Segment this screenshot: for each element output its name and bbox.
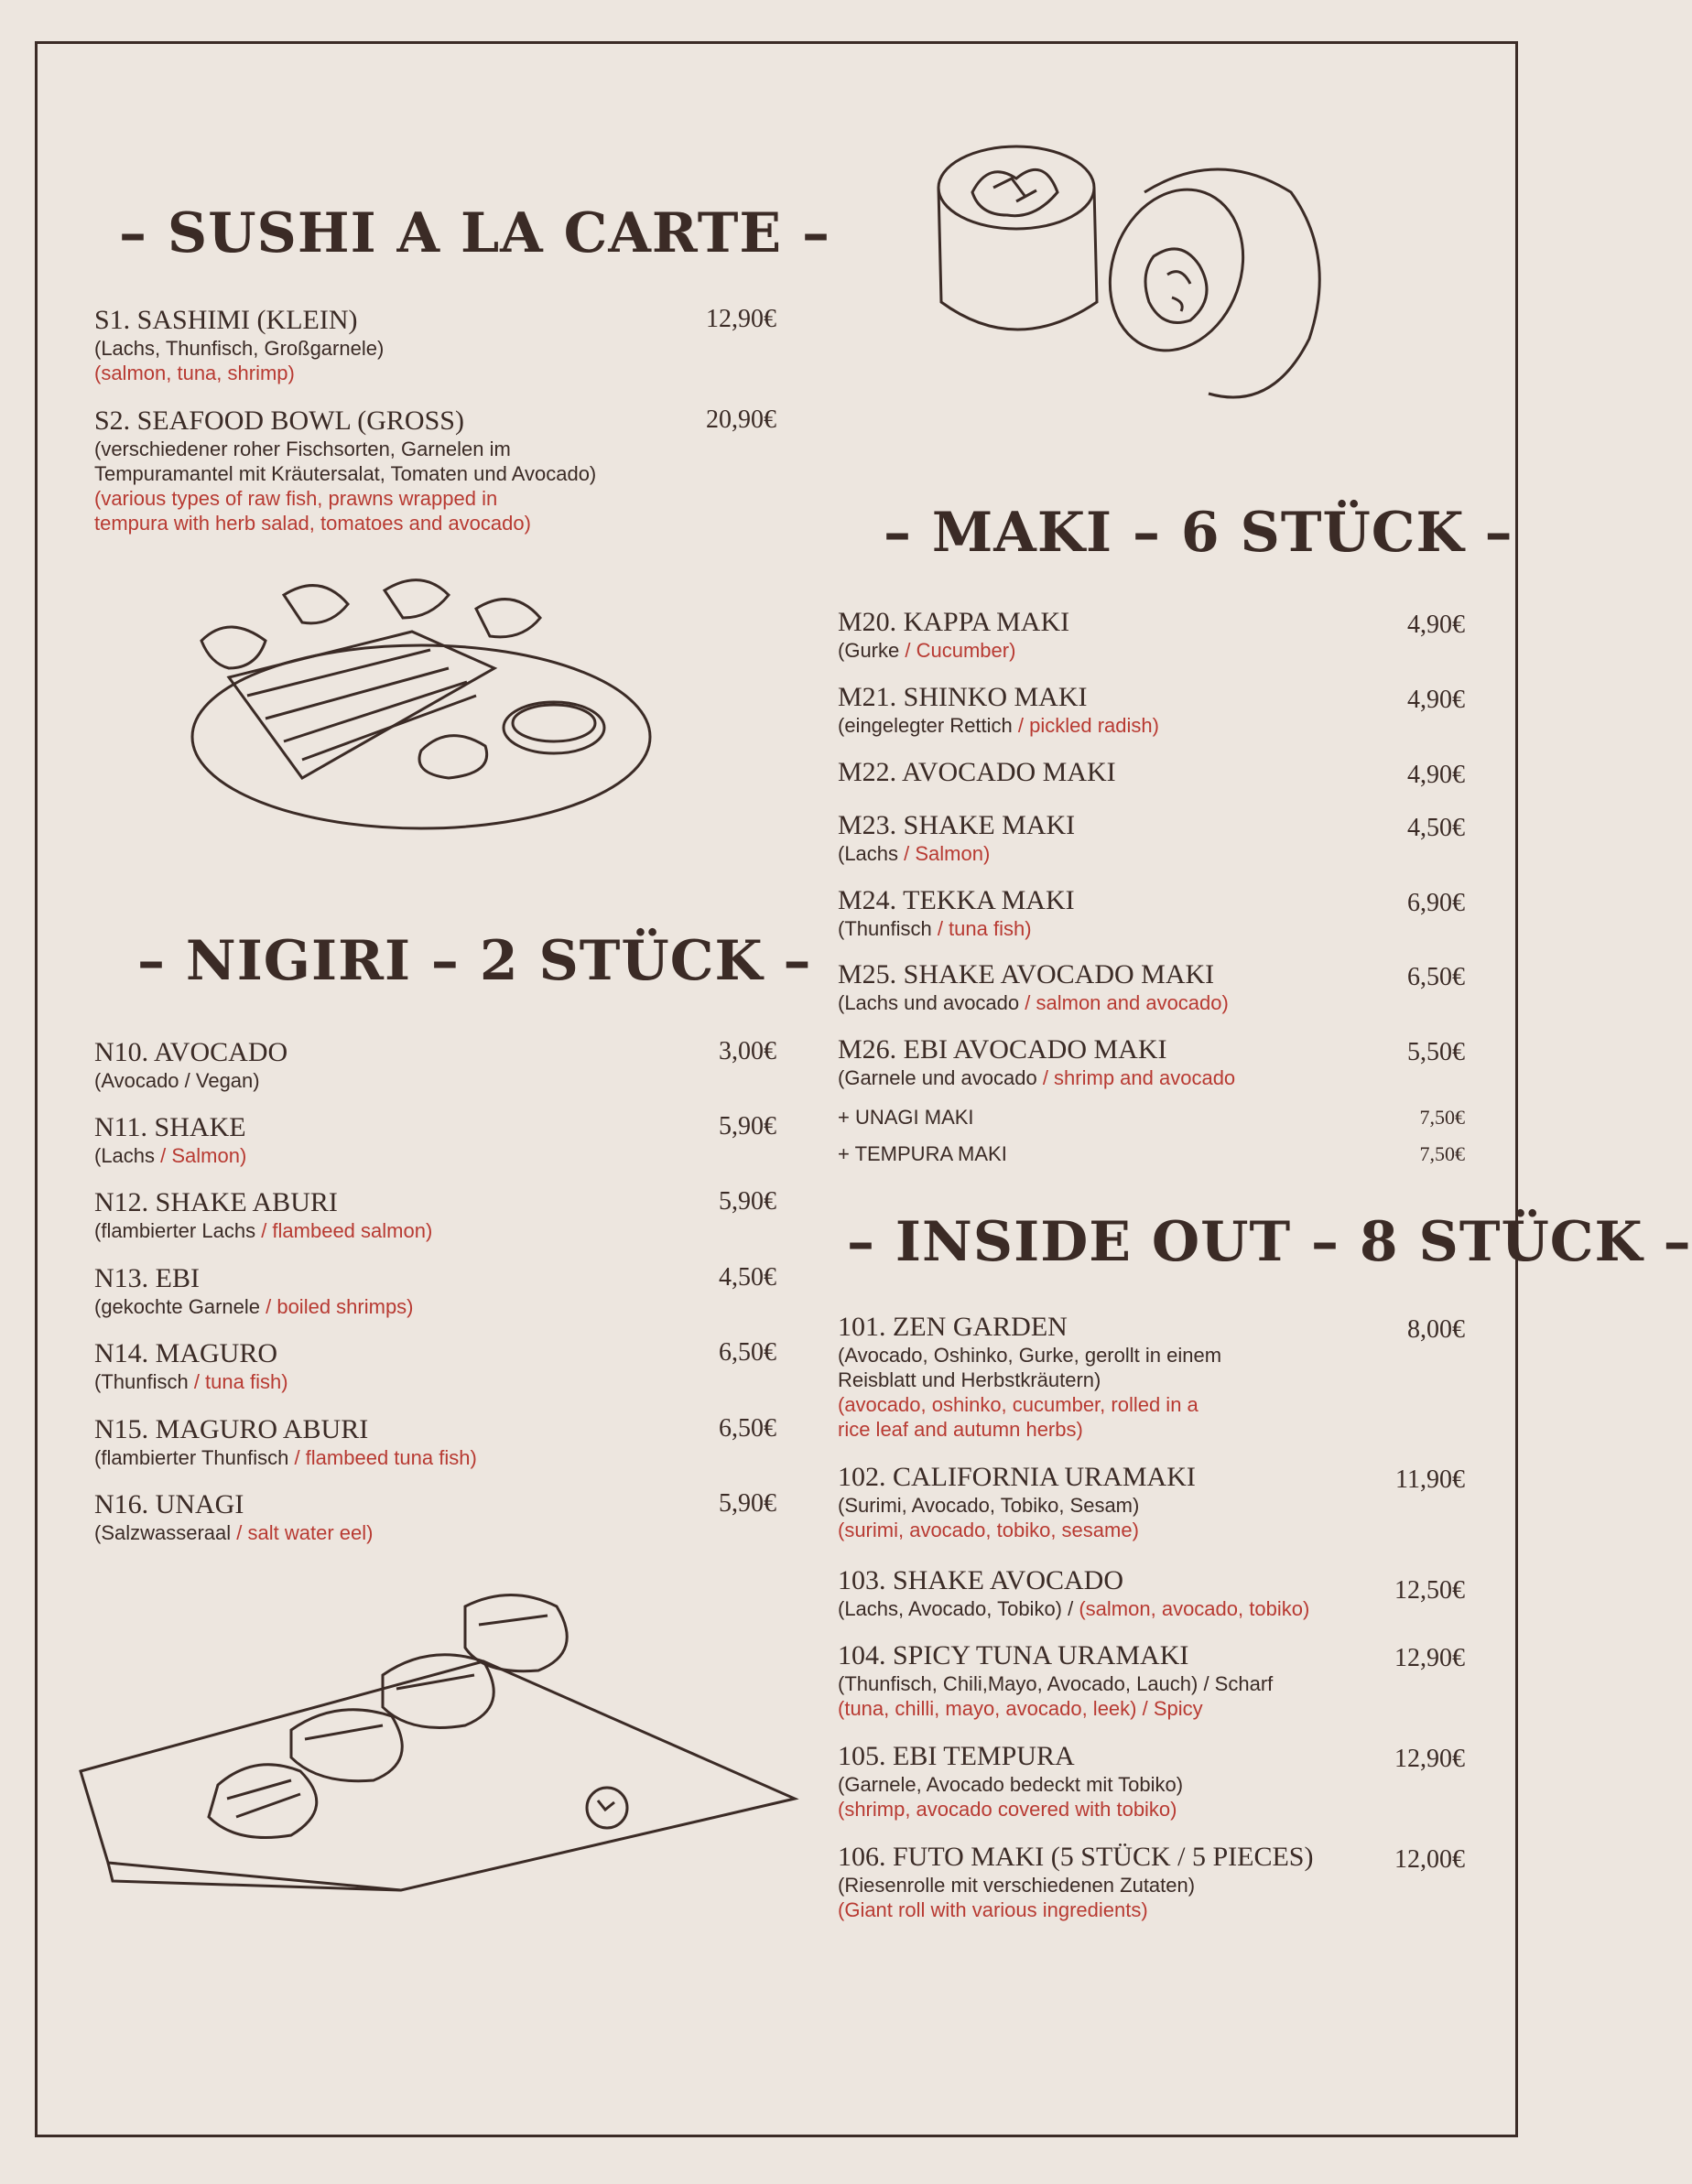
item-desc-de: (Riesenrolle mit verschiedenen Zutaten) [838, 1874, 1196, 1897]
item-title: M21. SHINKO MAKI [838, 682, 1088, 712]
item-desc [94, 1445, 776, 1470]
item-desc [838, 1873, 1465, 1897]
item-desc [94, 1294, 776, 1319]
item-desc [838, 841, 1465, 866]
item-desc [838, 1417, 1465, 1442]
item-desc-en: (salmon, avocado, tobiko) [1079, 1597, 1310, 1620]
item-desc-de: (Lachs, Thunfisch, Großgarnele) [94, 337, 385, 360]
item-title: + TEMPURA MAKI [838, 1142, 1007, 1165]
section-heading-maki: – MAKI – 6 STÜCK – [884, 501, 1513, 565]
maki-rolls-illustration [906, 137, 1437, 412]
menu-item-s1 [94, 305, 776, 385]
item-desc [94, 1143, 776, 1168]
item-desc-de: (Avocado, Oshinko, Gurke, gerollt in einem [838, 1344, 1222, 1367]
menu-item-n15 [94, 1414, 776, 1470]
item-desc [838, 1343, 1465, 1368]
item-price: 7,50€ [1419, 1142, 1465, 1165]
item-title: M20. KAPPA MAKI [838, 607, 1070, 637]
item-desc-en: / boiled shrimps) [266, 1295, 414, 1318]
item-title: 104. SPICY TUNA URAMAKI [838, 1640, 1189, 1670]
item-desc-de: (eingelegter Rettich [838, 714, 1018, 737]
item-price: 5,90€ [719, 1489, 776, 1518]
item-desc-en: / salmon and avocado) [1025, 991, 1229, 1014]
item-desc [838, 1596, 1465, 1621]
item-desc-en: / pickled radish) [1017, 714, 1159, 737]
menu-item-extra [838, 1141, 1465, 1168]
item-title: S1. SASHIMI (KLEIN) [94, 305, 358, 335]
item-desc-de: (Garnele und avocado [838, 1066, 1043, 1089]
item-desc-en: / Salmon) [904, 842, 991, 865]
item-price: 6,50€ [1407, 963, 1465, 991]
item-desc-de: (Garnele, Avocado bedeckt mit Tobiko) [838, 1773, 1184, 1796]
menu-item-101 [838, 1312, 1465, 1442]
item-title: S2. SEAFOOD BOWL (GROSS) [94, 405, 464, 436]
item-desc-de: (Thunfisch [838, 917, 938, 940]
item-title: N14. MAGURO [94, 1338, 278, 1368]
menu-item-105 [838, 1741, 1465, 1822]
item-desc-en: (surimi, avocado, tobiko, sesame) [838, 1519, 1139, 1541]
item-desc [838, 990, 1465, 1015]
menu-item-106 [838, 1842, 1465, 1922]
item-desc-en: tempura with herb salad, tomatoes and avocado) [94, 512, 531, 535]
item-title: N10. AVOCADO [94, 1037, 288, 1067]
item-title: 105. EBI TEMPURA [838, 1741, 1075, 1771]
menu-item-n11 [94, 1112, 776, 1168]
item-title: M22. AVOCADO MAKI [838, 757, 1116, 787]
item-desc [94, 1218, 776, 1243]
item-desc-en: / flambeed salmon) [261, 1219, 433, 1242]
item-desc [838, 1772, 1465, 1797]
item-desc-en: / Salmon) [160, 1144, 247, 1167]
menu-item-m26 [838, 1034, 1465, 1090]
item-price: 6,50€ [719, 1338, 776, 1367]
item-desc-de: (Lachs, Avocado, Tobiko) / [838, 1597, 1079, 1620]
item-title: M23. SHAKE MAKI [838, 810, 1076, 840]
item-desc-de: (Salzwasseraal [94, 1521, 237, 1544]
item-desc-en: (Giant roll with various ingredients) [838, 1898, 1148, 1921]
section-heading-carte: – SUSHI A LA CARTE – [119, 201, 830, 265]
item-title: N13. EBI [94, 1263, 200, 1293]
item-title: M25. SHAKE AVOCADO MAKI [838, 959, 1215, 989]
item-desc [838, 1493, 1465, 1518]
item-desc-de: (Thunfisch, Chili,Mayo, Avocado, Lauch) / Scharf [838, 1672, 1274, 1695]
item-desc [838, 1065, 1465, 1090]
sashimi-plate-illustration [174, 568, 659, 842]
item-title: M24. TEKKA MAKI [838, 885, 1075, 915]
section-heading-nigiri: – NIGIRI – 2 STÜCK – [137, 929, 812, 993]
item-price: 6,90€ [1407, 889, 1465, 917]
item-desc [838, 1368, 1465, 1392]
item-desc-en: (avocado, oshinko, cucumber, rolled in a [838, 1393, 1198, 1416]
menu-item-m24 [838, 885, 1465, 941]
item-price: 3,00€ [719, 1037, 776, 1065]
item-desc-de: (Lachs [94, 1144, 161, 1167]
item-price: 12,50€ [1394, 1576, 1465, 1605]
item-desc-de: Reisblatt und Herbstkräutern) [838, 1368, 1101, 1391]
item-desc-de: (Surimi, Avocado, Tobiko, Sesam) [838, 1494, 1140, 1517]
menu-item-extra [838, 1104, 1465, 1131]
item-desc [838, 638, 1465, 663]
item-desc [94, 1369, 776, 1394]
item-title: N11. SHAKE [94, 1112, 246, 1142]
item-desc [838, 713, 1465, 738]
item-desc-en: / shrimp and avocado [1042, 1066, 1236, 1089]
item-desc-de: Tempuramantel mit Kräutersalat, Tomaten und Avocado) [94, 462, 597, 485]
item-title: 106. FUTO MAKI (5 STÜCK / 5 PIECES) [838, 1842, 1314, 1872]
nigiri-board-illustration [71, 1588, 804, 1890]
menu-item-s2 [94, 405, 776, 535]
item-desc-de: (verschiedener roher Fischsorten, Garnelen im [94, 438, 511, 460]
item-price: 12,00€ [1394, 1845, 1465, 1874]
item-desc-de: (flambierter Lachs [94, 1219, 262, 1242]
item-desc-en: (shrimp, avocado covered with tobiko) [838, 1798, 1177, 1821]
item-title: N12. SHAKE ABURI [94, 1187, 338, 1217]
item-desc-de: (Lachs und avocado [838, 991, 1025, 1014]
item-price: 12,90€ [1394, 1644, 1465, 1672]
item-desc [838, 1797, 1465, 1822]
menu-item-n14 [94, 1338, 776, 1394]
item-desc-en: rice leaf and autumn herbs) [838, 1418, 1083, 1441]
item-title: 103. SHAKE AVOCADO [838, 1565, 1123, 1595]
item-desc-de: (gekochte Garnele [94, 1295, 266, 1318]
item-price: 20,90€ [706, 405, 776, 434]
menu-item-m20 [838, 607, 1465, 663]
item-price: 4,90€ [1407, 686, 1465, 714]
menu-item-m25 [838, 959, 1465, 1015]
item-price: 6,50€ [719, 1414, 776, 1443]
item-desc [838, 916, 1465, 941]
item-title: + UNAGI MAKI [838, 1106, 974, 1129]
item-price: 11,90€ [1395, 1465, 1465, 1494]
item-price: 7,50€ [1419, 1106, 1465, 1129]
menu-item-n16 [94, 1489, 776, 1545]
item-price: 4,90€ [1407, 611, 1465, 639]
item-desc-de: (Gurke [838, 639, 906, 662]
menu-item-104 [838, 1640, 1465, 1721]
menu-item-m22 [838, 757, 1465, 788]
item-desc-en: / tuna fish) [937, 917, 1032, 940]
item-desc [94, 1520, 776, 1545]
item-desc-en: / Cucumber) [905, 639, 1016, 662]
section-heading-insideout: – INSIDE OUT – 8 STÜCK – [847, 1210, 1692, 1274]
item-price: 8,00€ [1407, 1315, 1465, 1344]
item-price: 12,90€ [1394, 1745, 1465, 1773]
item-desc [838, 1392, 1465, 1417]
item-desc [838, 1671, 1465, 1696]
item-price: 5,50€ [1407, 1038, 1465, 1066]
menu-item-m21 [838, 682, 1465, 738]
item-desc-de: (Avocado / Vegan) [94, 1069, 260, 1092]
item-desc [838, 1897, 1465, 1922]
item-desc-de: (Thunfisch [94, 1370, 194, 1393]
item-desc-en: (various types of raw fish, prawns wrapped in [94, 487, 498, 510]
item-desc [838, 1696, 1465, 1721]
menu-item-103 [838, 1565, 1465, 1621]
item-title: 101. ZEN GARDEN [838, 1312, 1068, 1342]
item-desc-en: (tuna, chilli, mayo, avocado, leek) / Spicy [838, 1697, 1203, 1720]
menu-item-n12 [94, 1187, 776, 1243]
item-title: 102. CALIFORNIA URAMAKI [838, 1462, 1196, 1492]
menu-item-m23 [838, 810, 1465, 866]
item-price: 4,50€ [1407, 814, 1465, 842]
item-desc [838, 1518, 1465, 1542]
item-price: 4,50€ [719, 1263, 776, 1292]
item-desc-de: (Lachs [838, 842, 905, 865]
item-title: M26. EBI AVOCADO MAKI [838, 1034, 1167, 1065]
menu-item-n13 [94, 1263, 776, 1319]
menu-item-n10 [94, 1037, 776, 1093]
item-desc-en: / salt water eel) [236, 1521, 374, 1544]
item-title: N16. UNAGI [94, 1489, 244, 1519]
item-desc-en: / flambeed tuna fish) [294, 1446, 477, 1469]
item-desc-de: (flambierter Thunfisch [94, 1446, 295, 1469]
item-price: 5,90€ [719, 1112, 776, 1141]
item-desc-en: / tuna fish) [193, 1370, 288, 1393]
item-price: 12,90€ [706, 305, 776, 333]
menu-item-102 [838, 1462, 1465, 1542]
item-desc-en: (salmon, tuna, shrimp) [94, 362, 295, 384]
item-title: N15. MAGURO ABURI [94, 1414, 369, 1444]
item-price: 4,90€ [1407, 761, 1465, 789]
item-desc [94, 1068, 776, 1093]
item-price: 5,90€ [719, 1187, 776, 1216]
